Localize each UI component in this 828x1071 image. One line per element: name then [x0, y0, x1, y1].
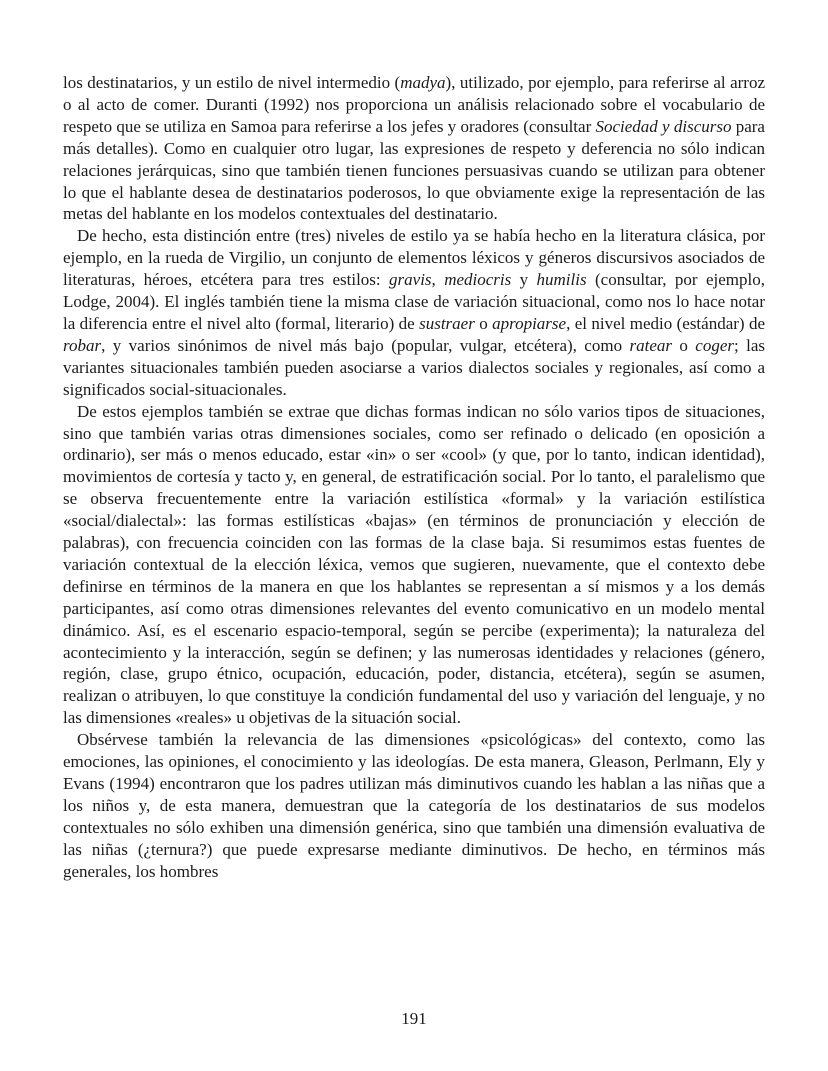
italic-text-segment: gravis: [389, 270, 432, 290]
text-segment: para más detalles). Como en cualquier otro lugar, las expresiones de respeto y deferencia no sólo indican relaciones jerárquicas, sino que también tienen funciones persuasivas cuando se utilizan para obtener lo que el hablante desea de destinatarios poderosos, lo que obviamente exige la representación de las metas del hablante en los modelos contextuales del destinatario.: [63, 116, 765, 224]
text-segment: y: [511, 270, 537, 290]
text-segment: ; las variantes situacionales también pueden asociarse a varios dialectos sociales y regionales, así como a significados social-situacionales.: [63, 335, 766, 399]
italic-text-segment: robar: [63, 335, 102, 355]
text-segment: ), utilizado, por ejemplo, para referirse al arroz o al acto de comer. Duranti (1992) nos proporciona un análisis relacionado sobre el vocabulario de respeto que se utiliza en Samoa para referirse a los jefes y oradores (consultar: [63, 73, 766, 136]
italic-text-segment: madya: [400, 73, 446, 92]
text-segment: Obsérvese también la relevancia de las dimensiones «psicológicas» del contexto, como las emociones, las opiniones, el conocimiento y las ideologías. De esta manera, Gleason, Perlmann, Ely y Evans (1994) encontraron que los padres utilizan más diminutivos cuando les hablan a las niñas que a los niños y, de esta manera, demuestran que la categoría de los destinatarios de sus modelos contextuales no sólo exhiben una dimensión genérica, sino que también una dimensión evaluativa de las niñas (¿ternura?) que puede expresarse mediante diminutivos. De hecho, en términos más generales, los hombres: [63, 730, 765, 881]
paragraph: [63, 225, 765, 400]
italic-text-segment: coger: [695, 335, 735, 355]
text-segment: o: [671, 335, 696, 355]
italic-text-segment: apropiarse: [492, 313, 567, 333]
paragraph: [63, 401, 765, 730]
italic-text-segment: humilis: [536, 270, 587, 290]
text-segment: ,: [431, 270, 445, 290]
italic-text-segment: Sociedad y discurso: [595, 116, 732, 136]
page-number: 191: [401, 1009, 427, 1028]
paragraph: [63, 729, 765, 882]
italic-text-segment: mediocris: [444, 270, 512, 290]
text-segment: (consultar, por ejemplo, Lodge, 2004). El inglés también tiene la misma clase de variación situacional, como nos lo hace notar la diferencia entre el nivel alto (formal, literario) de: [63, 270, 766, 333]
text-segment: De estos ejemplos también se extrae que dichas formas indican no sólo varios tipos de situaciones, sino que también varias otras dimensiones sociales, como ser refinado o delicado (en oposición a ordinario), ser más o menos educado, estar «in» o ser «cool» (y que, por lo tanto, indican identidad), movimientos de cortesía y tacto y, en general, de estratificación social. Por lo tanto, el paralelismo que se observa frecuentemente entre la variación estilística «formal» y la variación estilística «social/dialectal»: las formas estilísticas «bajas» (en términos de pronunciación y elección de palabras), con frecuencia coinciden con las formas de la clase baja. Si resumimos estas fuentes de variación contextual de la elección léxica, vemos que sugieren, nuevamente, que el contexto debe definirse en términos de la manera en que los hablantes se representan a sí mismos y a los demás participantes, así como otras dimensiones relevantes del evento comunicativo en un modelo mental dinámico. Así, es el escenario espacio-temporal, según se percibe (experimenta); la naturaleza del acontecimiento y la interacción, según se definen; y las numerosas identidades y relaciones (género, región, clase, grupo étnico, ocupación, educación, poder, distancia, etcétera), según se asumen, realizan o atribuyen, lo que constituye la condición fundamental del uso y variación del lenguaje, y no las dimensiones «reales» u objetivas de la situación social.: [63, 401, 765, 728]
italic-text-segment: sustraer: [419, 313, 475, 333]
text-segment: , el nivel medio (estándar) de: [566, 313, 765, 333]
italic-text-segment: ratear: [629, 335, 672, 355]
body-text: [63, 72, 765, 883]
text-segment: o: [474, 313, 493, 333]
text-segment: , y varios sinónimos de nivel más bajo (popular, vulgar, etcétera), como: [101, 335, 630, 355]
text-segment: De hecho, esta distinción entre (tres) niveles de estilo ya se había hecho en la literatura clásica, por ejemplo, en la rueda de Virgilio, un conjunto de elementos léxicos y géneros discursivos asociados de literaturas, héroes, etcétera para tres estilos:: [63, 226, 765, 290]
paragraph: [63, 72, 765, 225]
text-segment: los destinatarios, y un estilo de nivel intermedio (: [63, 73, 401, 92]
